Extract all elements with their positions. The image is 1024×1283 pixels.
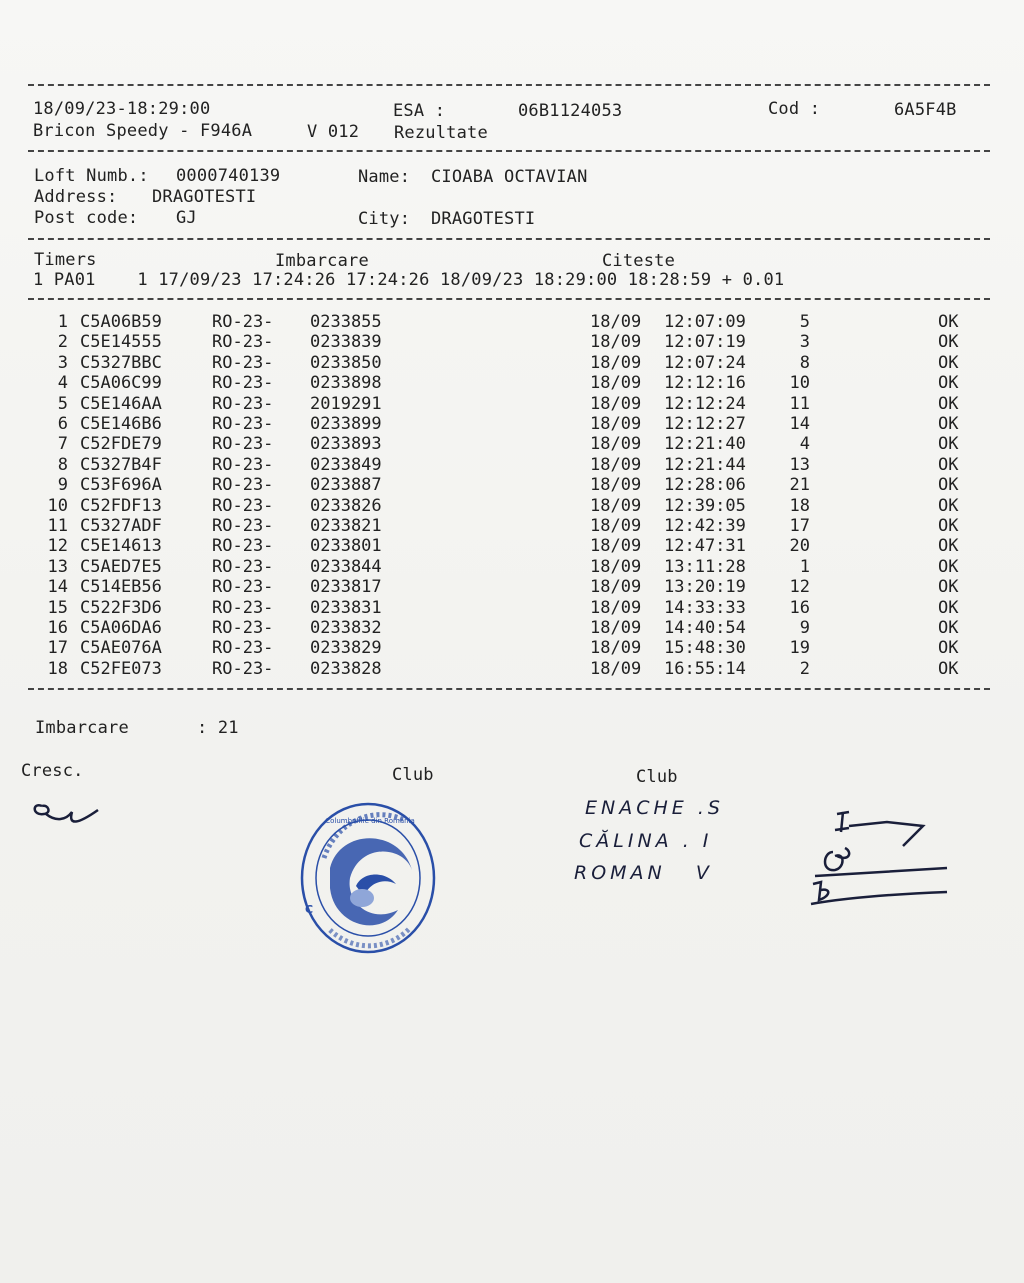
cell-pos: 12 xyxy=(789,577,810,598)
cell-time: 12:12:24 xyxy=(664,393,746,414)
cell-status: OK xyxy=(938,332,959,353)
cell-chip: C5E14613 xyxy=(80,536,162,557)
cell-status: OK xyxy=(938,658,959,679)
cell-date: 18/09 xyxy=(590,352,642,373)
cell-date: 18/09 xyxy=(590,597,642,618)
cell-pos: 20 xyxy=(789,536,810,557)
cell-date: 18/09 xyxy=(590,373,642,394)
cell-ring: 0233887 xyxy=(310,475,382,496)
cell-date: 18/09 xyxy=(590,577,642,598)
cell-prefix: RO-23- xyxy=(212,332,274,353)
address-label: Address: xyxy=(34,187,118,207)
cell-status: OK xyxy=(938,352,959,373)
cell-time: 12:07:24 xyxy=(664,352,746,373)
cell-date: 18/09 xyxy=(590,454,642,475)
handwritten-name-1: ENACHE .S xyxy=(585,797,724,819)
divider xyxy=(28,238,990,240)
cell-prefix: RO-23- xyxy=(212,373,274,394)
cresc-label: Cresc. xyxy=(21,761,84,781)
address-value: DRAGOTESTI xyxy=(152,187,257,207)
cell-prefix: RO-23- xyxy=(212,597,274,618)
divider xyxy=(28,688,990,690)
cell-status: OK xyxy=(938,434,959,455)
cell-time: 12:42:39 xyxy=(664,516,746,536)
cell-status: OK xyxy=(938,577,959,598)
cell-prefix: RO-23- xyxy=(212,658,274,679)
cell-prefix: RO-23- xyxy=(212,312,274,332)
header-esa-value: 06B1124053 xyxy=(518,101,623,121)
cell-time: 12:12:27 xyxy=(664,414,746,434)
club-label-2: Club xyxy=(636,767,678,787)
cell-date: 18/09 xyxy=(590,536,642,557)
cell-time: 12:28:06 xyxy=(664,475,746,496)
cell-pos: 18 xyxy=(789,495,810,516)
name-value: CIOABA OCTAVIAN xyxy=(431,167,588,187)
cell-chip: C5327BBC xyxy=(80,352,162,373)
timers-citeste-label: Citeste xyxy=(602,251,676,271)
cell-ring: 0233832 xyxy=(310,618,382,638)
handwritten-name-3: ROMAN V xyxy=(574,862,713,884)
city-label: City: xyxy=(358,209,411,229)
cell-time: 14:33:33 xyxy=(664,597,746,618)
cell-chip: C52FDF13 xyxy=(80,495,162,516)
cell-prefix: RO-23- xyxy=(212,393,274,414)
cell-date: 18/09 xyxy=(590,393,642,414)
cell-chip: C5E14555 xyxy=(80,332,162,353)
cell-prefix: RO-23- xyxy=(212,454,274,475)
cell-status: OK xyxy=(938,373,959,394)
cell-chip: C5327B4F xyxy=(80,454,162,475)
cell-pos: 19 xyxy=(789,638,810,659)
cell-time: 12:07:09 xyxy=(664,312,746,332)
cell-time: 12:47:31 xyxy=(664,536,746,557)
cell-n: 6 xyxy=(57,414,68,434)
cell-prefix: RO-23- xyxy=(212,556,274,577)
header-esa-label: ESA : xyxy=(393,101,446,121)
cell-pos: 1 xyxy=(799,556,810,577)
cell-time: 12:21:44 xyxy=(664,454,746,475)
breeder-signature xyxy=(28,792,108,837)
header-version: V 012 xyxy=(307,122,360,142)
cell-prefix: RO-23- xyxy=(212,414,274,434)
timers-line: 1 PA01 1 17/09/23 17:24:26 17:24:26 18/09/23 18:29:00 18:28:59 + 0.01 xyxy=(33,270,785,290)
cell-time: 14:40:54 xyxy=(664,618,746,638)
cell-n: 14 xyxy=(47,577,68,598)
cell-n: 3 xyxy=(57,352,68,373)
cell-date: 18/09 xyxy=(590,332,642,353)
cell-time: 12:21:40 xyxy=(664,434,746,455)
cell-n: 17 xyxy=(47,638,68,659)
cell-pos: 2 xyxy=(799,658,810,679)
cell-ring: 0233817 xyxy=(310,577,382,598)
cell-n: 1 xyxy=(57,312,68,332)
committee-signatures xyxy=(805,800,955,920)
cell-time: 12:39:05 xyxy=(664,495,746,516)
cell-status: OK xyxy=(938,556,959,577)
club-stamp xyxy=(300,798,440,958)
cell-time: 12:07:19 xyxy=(664,332,746,353)
cell-pos: 8 xyxy=(799,352,810,373)
cell-pos: 14 xyxy=(789,414,810,434)
header-cod-value: 6A5F4B xyxy=(894,100,957,120)
cell-prefix: RO-23- xyxy=(212,475,274,496)
cell-ring: 0233849 xyxy=(310,454,382,475)
cell-n: 9 xyxy=(57,475,68,496)
cell-pos: 13 xyxy=(789,454,810,475)
cell-n: 8 xyxy=(57,454,68,475)
cell-n: 5 xyxy=(57,393,68,414)
cell-pos: 4 xyxy=(799,434,810,455)
cell-chip: C52FE073 xyxy=(80,658,162,679)
cell-status: OK xyxy=(938,312,959,332)
cell-ring: 0233893 xyxy=(310,434,382,455)
cell-chip: C5AED7E5 xyxy=(80,556,162,577)
cell-date: 18/09 xyxy=(590,658,642,679)
cell-prefix: RO-23- xyxy=(212,577,274,598)
cell-pos: 9 xyxy=(799,618,810,638)
cell-chip: C52FDE79 xyxy=(80,434,162,455)
cell-pos: 10 xyxy=(789,373,810,394)
cell-status: OK xyxy=(938,414,959,434)
cell-chip: C5A06B59 xyxy=(80,312,162,332)
cell-chip: C5327ADF xyxy=(80,516,162,536)
cell-date: 18/09 xyxy=(590,434,642,455)
postcode-value: GJ xyxy=(176,208,197,228)
city-value: DRAGOTESTI xyxy=(431,209,536,229)
cell-ring: 0233899 xyxy=(310,414,382,434)
cell-date: 18/09 xyxy=(590,414,642,434)
divider xyxy=(28,84,990,86)
cell-prefix: RO-23- xyxy=(212,352,274,373)
footer-imbarcare-value: : 21 xyxy=(197,718,239,738)
cell-date: 18/09 xyxy=(590,475,642,496)
divider xyxy=(28,298,990,300)
svg-text:C: C xyxy=(305,903,314,916)
cell-pos: 5 xyxy=(799,312,810,332)
header-cod-label: Cod : xyxy=(768,99,821,119)
cell-status: OK xyxy=(938,454,959,475)
header-datetime: 18/09/23-18:29:00 xyxy=(33,99,211,119)
cell-prefix: RO-23- xyxy=(212,536,274,557)
cell-status: OK xyxy=(938,475,959,496)
cell-chip: C514EB56 xyxy=(80,577,162,598)
cell-ring: 0233831 xyxy=(310,597,382,618)
club-label-1: Club xyxy=(392,765,434,785)
cell-chip: C5A06C99 xyxy=(80,373,162,394)
handwritten-name-2: CĂLINA . I xyxy=(579,830,713,852)
cell-time: 13:20:19 xyxy=(664,577,746,598)
cell-n: 11 xyxy=(47,516,68,536)
cell-ring: 0233828 xyxy=(310,658,382,679)
cell-status: OK xyxy=(938,516,959,536)
cell-ring: 2019291 xyxy=(310,393,382,414)
cell-ring: 0233898 xyxy=(310,373,382,394)
postcode-label: Post code: xyxy=(34,208,139,228)
name-label: Name: xyxy=(358,167,411,187)
cell-prefix: RO-23- xyxy=(212,495,274,516)
cell-status: OK xyxy=(938,495,959,516)
footer-imbarcare-label: Imbarcare xyxy=(35,718,129,738)
cell-time: 15:48:30 xyxy=(664,638,746,659)
cell-date: 18/09 xyxy=(590,312,642,332)
cell-ring: 0233844 xyxy=(310,556,382,577)
cell-date: 18/09 xyxy=(590,556,642,577)
stamp-text: Columbofilie din Romania xyxy=(325,817,415,825)
header-device: Bricon Speedy - F946A xyxy=(33,121,253,141)
cell-n: 15 xyxy=(47,597,68,618)
cell-pos: 3 xyxy=(799,332,810,353)
cell-ring: 0233821 xyxy=(310,516,382,536)
cell-n: 16 xyxy=(47,618,68,638)
cell-n: 4 xyxy=(57,373,68,394)
timers-label: Timers xyxy=(34,250,97,270)
cell-pos: 21 xyxy=(789,475,810,496)
loft-label: Loft Numb.: xyxy=(34,166,149,186)
cell-n: 13 xyxy=(47,556,68,577)
cell-n: 10 xyxy=(47,495,68,516)
cell-pos: 17 xyxy=(789,516,810,536)
cell-chip: C5AE076A xyxy=(80,638,162,659)
cell-n: 12 xyxy=(47,536,68,557)
cell-date: 18/09 xyxy=(590,495,642,516)
cell-pos: 16 xyxy=(789,597,810,618)
cell-ring: 0233850 xyxy=(310,352,382,373)
cell-status: OK xyxy=(938,597,959,618)
cell-prefix: RO-23- xyxy=(212,618,274,638)
cell-time: 16:55:14 xyxy=(664,658,746,679)
cell-n: 7 xyxy=(57,434,68,455)
cell-status: OK xyxy=(938,393,959,414)
header-mode: Rezultate xyxy=(394,123,488,143)
cell-chip: C5A06DA6 xyxy=(80,618,162,638)
cell-time: 12:12:16 xyxy=(664,373,746,394)
cell-date: 18/09 xyxy=(590,516,642,536)
cell-chip: C5E146AA xyxy=(80,393,162,414)
divider xyxy=(28,150,990,152)
cell-prefix: RO-23- xyxy=(212,638,274,659)
cell-ring: 0233839 xyxy=(310,332,382,353)
cell-ring: 0233826 xyxy=(310,495,382,516)
cell-ring: 0233829 xyxy=(310,638,382,659)
cell-pos: 11 xyxy=(789,393,810,414)
cell-time: 13:11:28 xyxy=(664,556,746,577)
cell-n: 2 xyxy=(57,332,68,353)
cell-ring: 0233801 xyxy=(310,536,382,557)
cell-status: OK xyxy=(938,618,959,638)
cell-chip: C53F696A xyxy=(80,475,162,496)
cell-chip: C5E146B6 xyxy=(80,414,162,434)
cell-ring: 0233855 xyxy=(310,312,382,332)
loft-value: 0000740139 xyxy=(176,166,281,186)
timers-imbarcare-label: Imbarcare xyxy=(275,251,369,271)
cell-date: 18/09 xyxy=(590,618,642,638)
cell-status: OK xyxy=(938,638,959,659)
cell-prefix: RO-23- xyxy=(212,516,274,536)
cell-prefix: RO-23- xyxy=(212,434,274,455)
cell-chip: C522F3D6 xyxy=(80,597,162,618)
cell-date: 18/09 xyxy=(590,638,642,659)
cell-status: OK xyxy=(938,536,959,557)
cell-n: 18 xyxy=(47,658,68,679)
